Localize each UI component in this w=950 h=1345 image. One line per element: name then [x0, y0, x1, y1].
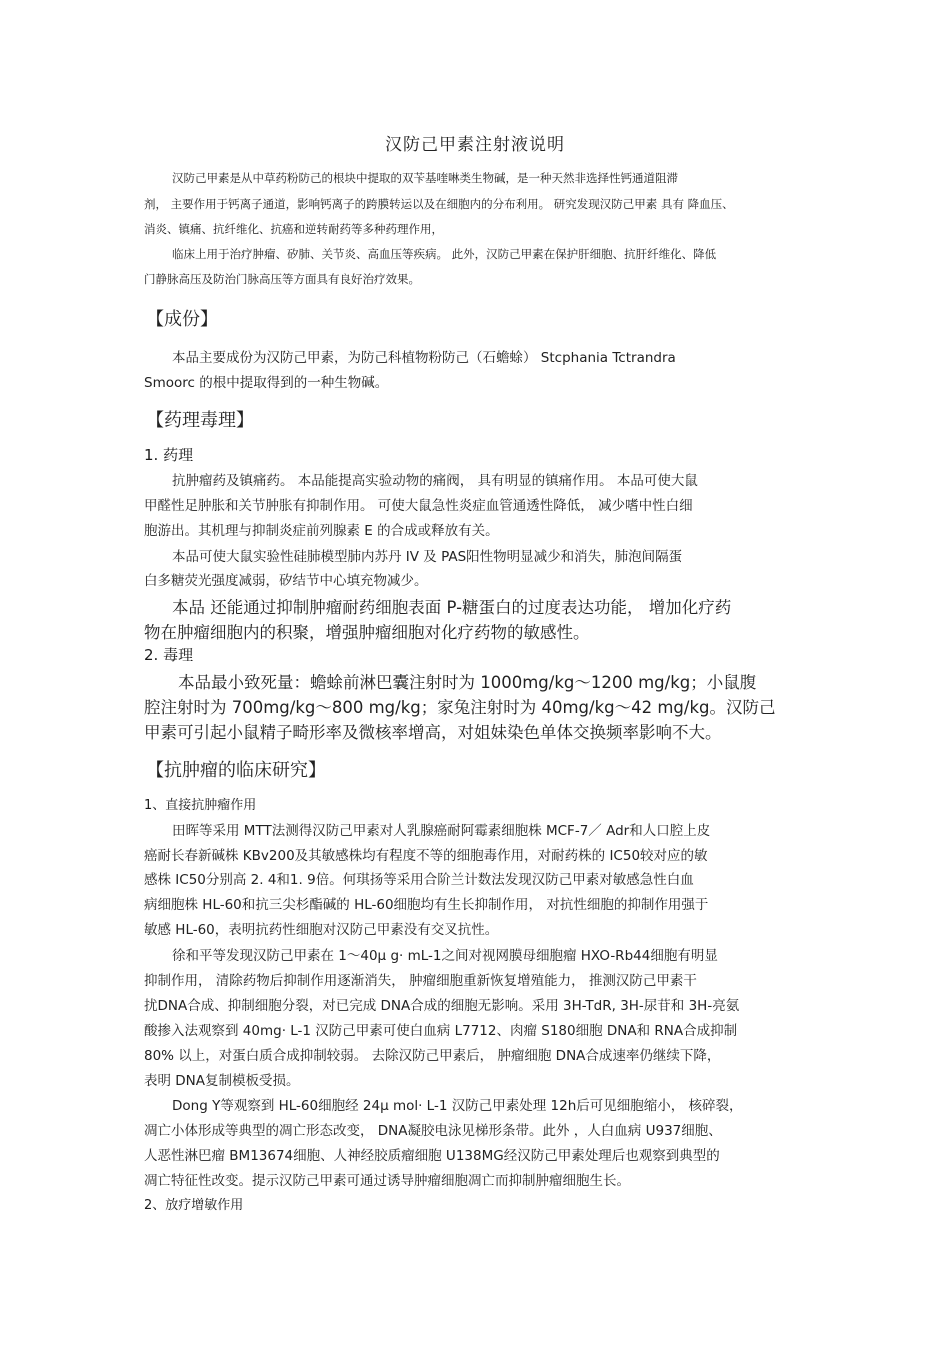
clinical-line: Dong Y等观察到 HL-60细胞经 24μ mol· L-1 汉防己甲素处理 12h后可见细胞缩小， 核碎裂，: [172, 1098, 743, 1114]
clinical-line: 扰DNA合成、抑制细胞分裂，对已完成 DNA合成的细胞无影响。采用 3H-TdR, 3H-尿苷和 3H-亮氨: [144, 998, 740, 1014]
pharmacology-line: 本品 还能通过抑制肿瘤耐药细胞表面 P-糖蛋白的过度表达功能， 增加化疗药: [172, 598, 732, 617]
intro-line: 临床上用于治疗肿瘤、矽肺、关节炎、高血压等疾病。 此外，汉防己甲素在保护肝细胞、抗肝纤维化、降低: [172, 247, 717, 261]
ingredients-line: Smoorc 的根中提取得到的一种生物碱。: [144, 375, 389, 391]
clinical-line: 徐和平等发现汉防己甲素在 1～40μ g· mL-1之间对视网膜母细胞瘤 HXO-Rb44细胞有明显: [172, 948, 718, 964]
toxicology-line: 甲素可引起小鼠精子畸形率及微核率增高，对姐妹染色单体交换频率影响不大。: [144, 723, 722, 742]
clinical-line: 80% 以上，对蛋白质合成抑制较弱。 去除汉防己甲素后， 肿瘤细胞 DNA合成速率仍继续下降，: [144, 1048, 721, 1064]
document-title: 汉防己甲素注射液说明: [385, 135, 565, 155]
subheading-radiosensitization: 2、放疗增敏作用: [144, 1198, 244, 1213]
pharmacology-line: 物在肿瘤细胞内的积聚，增强肿瘤细胞对化疗药物的敏感性。: [144, 623, 590, 642]
ingredients-line: 本品主要成份为汉防己甲素，为防己科植物粉防己（石蟾蜍） Stcphania Tctrandra: [172, 350, 676, 366]
clinical-line: 感株 IC50分别高 2. 4和1. 9倍。何琪扬等采用合阶兰计数法发现汉防己甲素对敏感急性白血: [144, 872, 694, 888]
pharmacology-line: 白多糖荧光强度减弱，矽结节中心填充物减少。: [144, 573, 428, 589]
pharmacology-line: 胞游出。其机理与抑制炎症前列腺素 E 的合成或释放有关。: [144, 523, 499, 539]
subheading-pharmacology: 1. 药理: [144, 446, 194, 464]
section-heading-ingredients: 【成份】: [146, 309, 218, 330]
clinical-line: 病细胞株 HL-60和抗三尖杉酯碱的 HL-60细胞均有生长抑制作用， 对抗性细胞的抑制作用强于: [144, 897, 709, 913]
subheading-direct-antitumor: 1、直接抗肿瘤作用: [144, 798, 257, 813]
intro-line: 消炎、镇痛、抗纤维化、抗癌和逆转耐药等多种药理作用，: [144, 222, 443, 236]
toxicology-line: 本品最小致死量：蟾蜍前淋巴囊注射时为 1000mg/kg～1200 mg/kg；小鼠腹: [178, 673, 757, 692]
clinical-line: 凋亡小体形成等典型的凋亡形态改变， DNA凝胶电泳见梯形条带。此外 ，人白血病 U937细胞、: [144, 1123, 722, 1139]
clinical-line: 癌耐长春新碱株 KBv200及其敏感株均有程度不等的细胞毒作用，对耐药株的 IC50较对应的敏: [144, 848, 708, 864]
pharmacology-line: 抗肿瘤药及镇痛药。 本品能提高实验动物的痛阀， 具有明显的镇痛作用。 本品可使大鼠: [172, 473, 698, 489]
clinical-line: 酸掺入法观察到 40mg· L-1 汉防己甲素可使白血病 L7712、肉瘤 S180细胞 DNA和 RNA合成抑制: [144, 1023, 738, 1039]
section-heading-clinical: 【抗肿瘤的临床研究】: [146, 760, 326, 781]
clinical-line: 表明 DNA复制模板受损。: [144, 1073, 300, 1089]
clinical-line: 凋亡特征性改变。提示汉防己甲素可通过诱导肿瘤细胞凋亡而抑制肿瘤细胞生长。: [144, 1173, 630, 1189]
clinical-line: 人恶性淋巴瘤 BM13674细胞、人神经胶质瘤细胞 U138MG经汉防己甲素处理后也观察到典型的: [144, 1148, 720, 1164]
intro-line: 剂， 主要作用于钙离子通道，影响钙离子的跨膜转运以及在细胞内的分布利用。 研究发现汉防己甲素 具有 降血压、: [144, 197, 734, 211]
intro-line: 门静脉高压及防治门脉高压等方面具有良好治疗效果。: [144, 272, 420, 286]
toxicology-line: 腔注射时为 700mg/kg～800 mg/kg；家兔注射时为 40mg/kg～42 mg/kg。汉防己: [144, 698, 776, 717]
subheading-toxicology: 2. 毒理: [144, 646, 194, 664]
clinical-line: 敏感 HL-60，表明抗药性细胞对汉防己甲素没有交叉抗性。: [144, 922, 499, 938]
section-heading-pharmacology: 【药理毒理】: [146, 410, 254, 431]
clinical-line: 抑制作用， 清除药物后抑制作用逐渐消失， 肿瘤细胞重新恢复增殖能力， 推测汉防己甲素干: [144, 973, 697, 989]
intro-line: 汉防己甲素是从中草药粉防己的根块中提取的双苄基喹啉类生物碱，是一种天然非选择性钙通道阻滞: [172, 171, 678, 185]
pharmacology-line: 甲醛性足肿胀和关节肿胀有抑制作用。 可使大鼠急性炎症血管通透性降低， 减少嗜中性白细: [144, 498, 693, 514]
clinical-line: 田晖等采用 MTT法测得汉防己甲素对人乳腺癌耐阿霉素细胞株 MCF-7／ Adr和人口腔上皮: [172, 823, 711, 839]
pharmacology-line: 本品可使大鼠实验性硅肺模型肺内苏丹 IV 及 PAS阳性物明显减少和消失，肺泡间隔蛋: [172, 549, 683, 565]
